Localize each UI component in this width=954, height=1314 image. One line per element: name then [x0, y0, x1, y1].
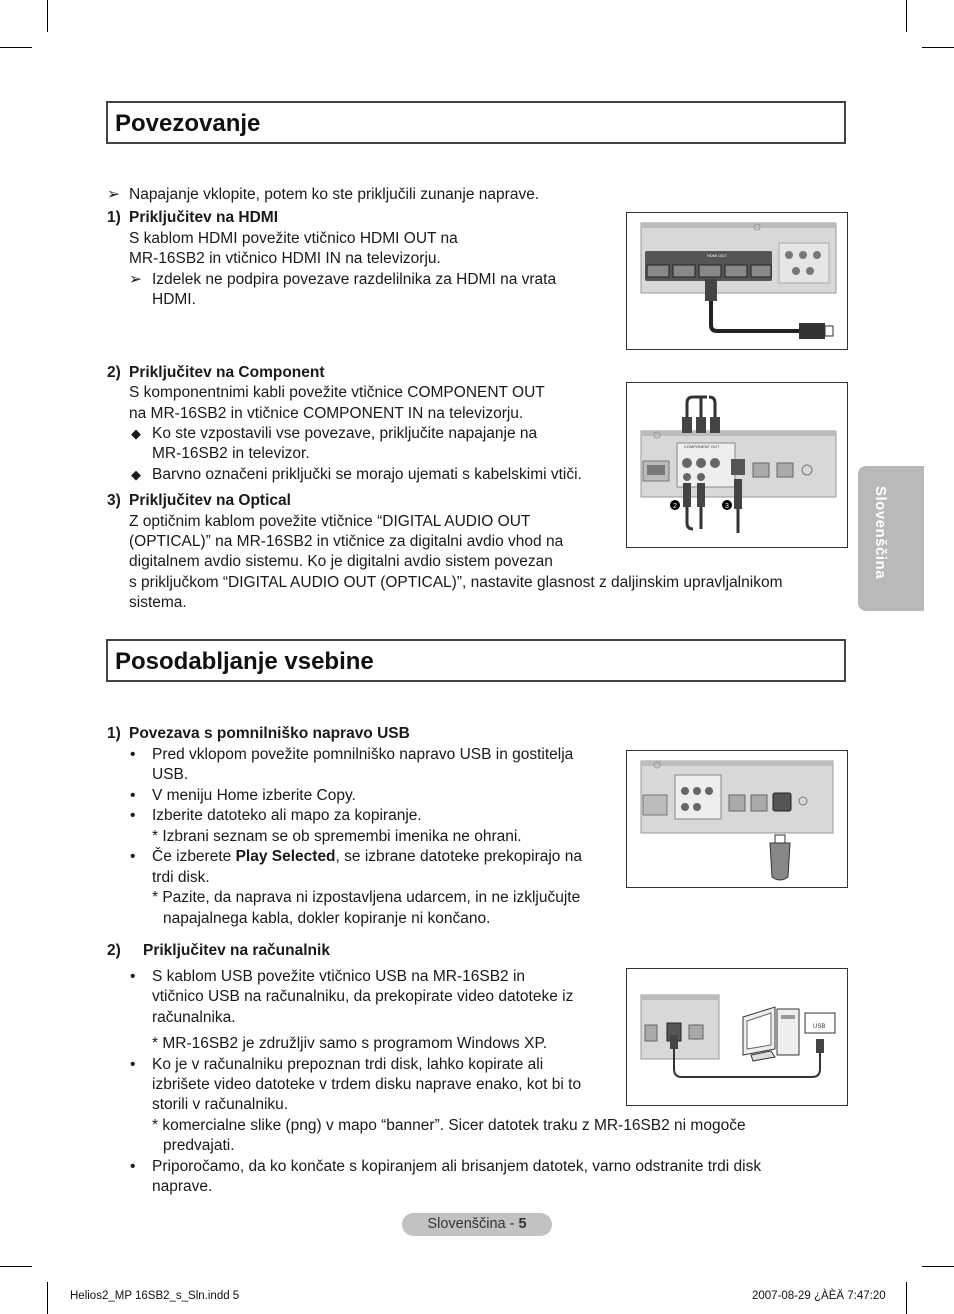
hdmi-text: S kablom HDMI povežite vtičnico HDMI OUT na — [129, 230, 458, 247]
intro-note: Napajanje vklopite, potem ko ste priključili zunanje naprave. — [129, 186, 540, 203]
usb-bullet — [152, 847, 582, 868]
page-number: 5 — [518, 1216, 527, 1232]
component-bullet: Ko ste vzpostavili vse povezave, priključite napajanje na — [152, 425, 538, 442]
bullet: • — [130, 1158, 136, 1175]
crop-mark — [922, 1266, 954, 1267]
hdmi-note: HDMI. — [152, 291, 196, 308]
usb-bullet-pre: Če izberete — [152, 848, 236, 865]
crop-mark — [906, 0, 907, 32]
bullet: • — [130, 848, 136, 865]
component-text: S komponentnimi kabli povežite vtičnice COMPONENT OUT — [129, 384, 545, 401]
pc-bullet: Ko je v računalniku prepoznan trdi disk, lahko kopirate ali — [152, 1056, 544, 1073]
pc-bullet: izbrišete video datoteke v trdem disku naprave enako, kot bi to — [152, 1076, 582, 1093]
usb-bullet: USB. — [152, 766, 189, 783]
print-slug-file: Helios2_MP 16SB2_s_Sln.indd 5 — [70, 1290, 240, 1302]
pc-note: predvajati. — [163, 1137, 235, 1154]
usb-note: * Pazite, da naprava ni izpostavljena udarcem, in ne izklјučujte — [152, 889, 581, 906]
print-slug-date: 2007-08-29 ¿ÀÈÄ 7:47:20 — [752, 1290, 886, 1302]
optical-text: (OPTICAL)” na MR-16SB2 in vtičnice za digitalni avdio vhod na — [129, 533, 564, 550]
marker-3: 3 — [725, 503, 729, 510]
usb-device-figure — [626, 750, 848, 888]
crop-mark — [0, 47, 32, 48]
diamond-bullet: ◆ — [131, 426, 141, 441]
component-bullet: Barvno označeni priključki se morajo ujemati s kabelskimi vtiči. — [152, 466, 582, 483]
component-optical-figure — [626, 382, 848, 548]
pc-bullet: storili v računalniku. — [152, 1096, 289, 1113]
component-heading: Priključitev na Component — [129, 364, 325, 381]
item-number: 2) — [107, 942, 121, 959]
usb-bullet: V meniju Home izberite Copy. — [152, 787, 356, 804]
note-arrow: ➢ — [129, 271, 142, 288]
hdmi-connection-figure — [626, 212, 848, 350]
language-side-tab — [858, 466, 924, 611]
pc-connection-figure — [626, 968, 848, 1106]
pc-bullet: vtičnico USB na računalniku, da prekopirate video datoteke iz — [152, 988, 574, 1005]
usb-note: napajalnega kabla, dokler kopiranje ni končano. — [163, 910, 491, 927]
hdmi-text: MR-16SB2 in vtičnico HDMI IN na televizorju. — [129, 250, 441, 267]
usb-note: * Izbrani seznam se ob spremembi imenika ne ohrani. — [152, 828, 522, 845]
pc-bullet: računalnika. — [152, 1009, 236, 1026]
play-selected-label: Play Selected — [235, 848, 336, 865]
pc-bullet: S kablom USB povežite vtičnico USB na MR-16SB2 in — [152, 968, 526, 985]
usb-heading: Povezava s pomnilniško napravo USB — [129, 725, 410, 742]
bullet: • — [130, 787, 136, 804]
note-arrow: ➢ — [107, 186, 120, 203]
diamond-bullet: ◆ — [131, 467, 141, 482]
usb-bullet: Pred vklopom povežite pomnilniško napravo USB in gostitelja — [152, 746, 574, 763]
bullet: • — [130, 968, 136, 985]
item-number: 1) — [107, 725, 121, 742]
component-bullet: MR-16SB2 in televizor. — [152, 445, 310, 462]
bullet: • — [130, 746, 136, 763]
pc-bullet: Priporočamo, da ko končate s kopiranjem ali brisanjem datotek, varno odstranite trdi disk — [152, 1158, 762, 1175]
component-text: na MR-16SB2 in vtičnice COMPONENT IN na televizorju. — [129, 405, 524, 422]
usb-bullet: trdi disk. — [152, 869, 210, 886]
optical-text: sistema. — [129, 594, 187, 611]
crop-mark — [0, 1266, 32, 1267]
marker-2: 2 — [673, 503, 677, 510]
crop-mark — [922, 47, 954, 48]
section-heading-box — [106, 639, 846, 682]
hdmi-heading: Priključitev na HDMI — [129, 209, 279, 226]
section-heading-box — [106, 101, 846, 144]
language-side-tab-label: Slovenščina — [872, 486, 889, 580]
pc-bullet: naprave. — [152, 1178, 213, 1195]
optical-text: s priključkom “DIGITAL AUDIO OUT (OPTICAL)”, nastavite glasnost z daljinskim upravljalnikom — [129, 574, 783, 591]
footer-language: Slovenščina - — [427, 1216, 519, 1232]
optical-text: Z optičnim kablom povežite vtičnice “DIGITAL AUDIO OUT — [129, 513, 531, 530]
page-number-footer — [402, 1213, 552, 1236]
crop-mark — [906, 1282, 907, 1314]
crop-mark — [47, 0, 48, 32]
usb-bullet: Izberite datoteko ali mapo za kopiranje. — [152, 807, 422, 824]
item-number: 2) — [107, 364, 121, 381]
hdmi-out-label: HDMI OUT — [707, 253, 727, 258]
component-out-label: COMPONENT OUT — [684, 444, 720, 449]
hdmi-note: Izdelek ne podpira povezave razdelilnika za HDMI na vrata — [152, 271, 557, 288]
pc-heading: Priključitev na računalnik — [143, 942, 330, 959]
pc-note: * MR-16SB2 je združljiv samo s programom Windows XP. — [152, 1035, 548, 1052]
item-number: 3) — [107, 492, 121, 509]
crop-mark — [47, 1282, 48, 1314]
section-title: Posodabljanje vsebine — [115, 648, 374, 675]
pc-note: * komercialne slike (png) v mapo “banner”. Sicer datotek traku z MR-16SB2 ni mogoče — [152, 1117, 746, 1134]
item-number: 1) — [107, 209, 121, 226]
bullet: • — [130, 807, 136, 824]
section-title: Povezovanje — [115, 110, 261, 137]
usb-port-label: USB — [813, 1024, 826, 1030]
optical-text: digitalnem avdio sistemu. Ko je digitalni avdio sistem povezan — [129, 553, 553, 570]
bullet: • — [130, 1056, 136, 1073]
optical-heading: Priključitev na Optical — [129, 492, 291, 509]
usb-bullet-post: , se izbrane datoteke prekopirajo na — [335, 848, 582, 865]
